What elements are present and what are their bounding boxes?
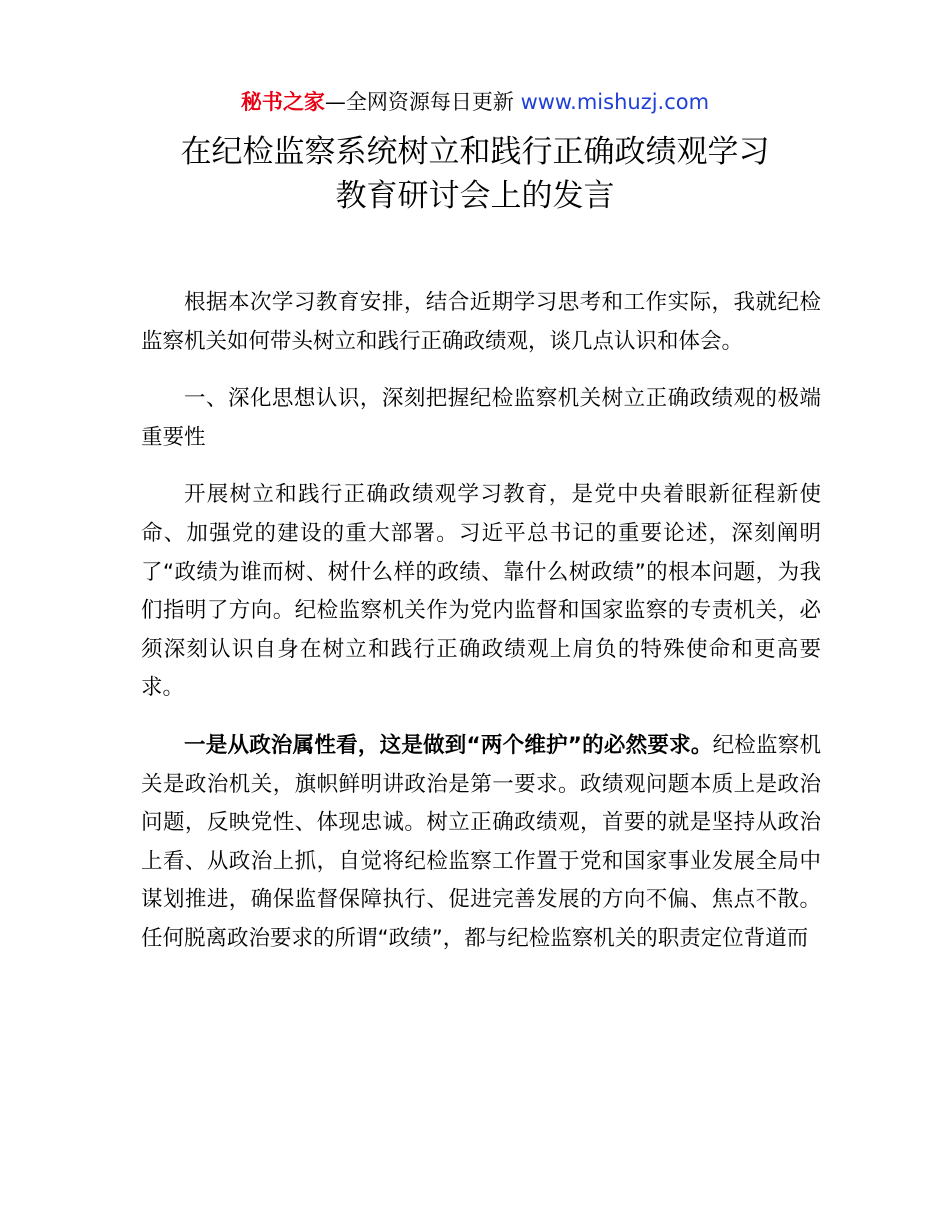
lead-bold-text: 一是从政治属性看，这是做到“两个维护”的必然要求。 (184, 732, 713, 758)
document-title (100, 130, 850, 218)
intro-paragraph: 根据本次学习教育安排，结合近期学习思考和工作实际，我就纪检监察机关如何带头树立和践行正确政绩观，谈几点认识和体会。 (141, 290, 821, 354)
title-line-2: 教育研讨会上的发言 (335, 178, 615, 214)
section-heading: 一、深化思想认识，深刻把握纪检监察机关树立正确政绩观的极端重要性 (141, 386, 821, 450)
title-line-1: 在纪检监察系统树立和践行正确政绩观学习 (180, 134, 770, 170)
lead-paragraph (141, 727, 821, 959)
document-body (141, 284, 821, 978)
site-header (0, 86, 950, 118)
site-url-link[interactable]: www.mishuzj.com (520, 90, 710, 114)
header-tagline: —全网资源每日更新 (324, 90, 521, 114)
body-paragraph: 开展树立和践行正确政绩观学习教育，是党中央着眼新征程新使命、加强党的建设的重大部署。习近平总书记的重要论述，深刻阐明了“政绩为谁而树、树什么样的政绩、靠什么树政绩”的根本问题，为我们指明了方向。纪检监察机关作为党内监督和国家监察的专责机关，必须深刻认识自身在树立和践行正确政绩观上肩负的特殊使命和更高要求。 (141, 482, 821, 701)
brand-name: 秘书之家 (240, 90, 325, 114)
lead-body-text: 纪检监察机关是政治机关，旗帜鲜明讲政治是第一要求。政绩观问题本质上是政治问题，反映党性、体现忠诚。树立正确政绩观，首要的就是坚持从政治上看、从政治上抓，自觉将纪检监察工作置于党和国家事业发展全局中谋划推进，确保监督保障执行、促进完善发展的方向不偏、焦点不散。任何脱离政治要求的所谓“政绩”，都与纪检监察机关的职责定位背道而 (141, 732, 821, 951)
